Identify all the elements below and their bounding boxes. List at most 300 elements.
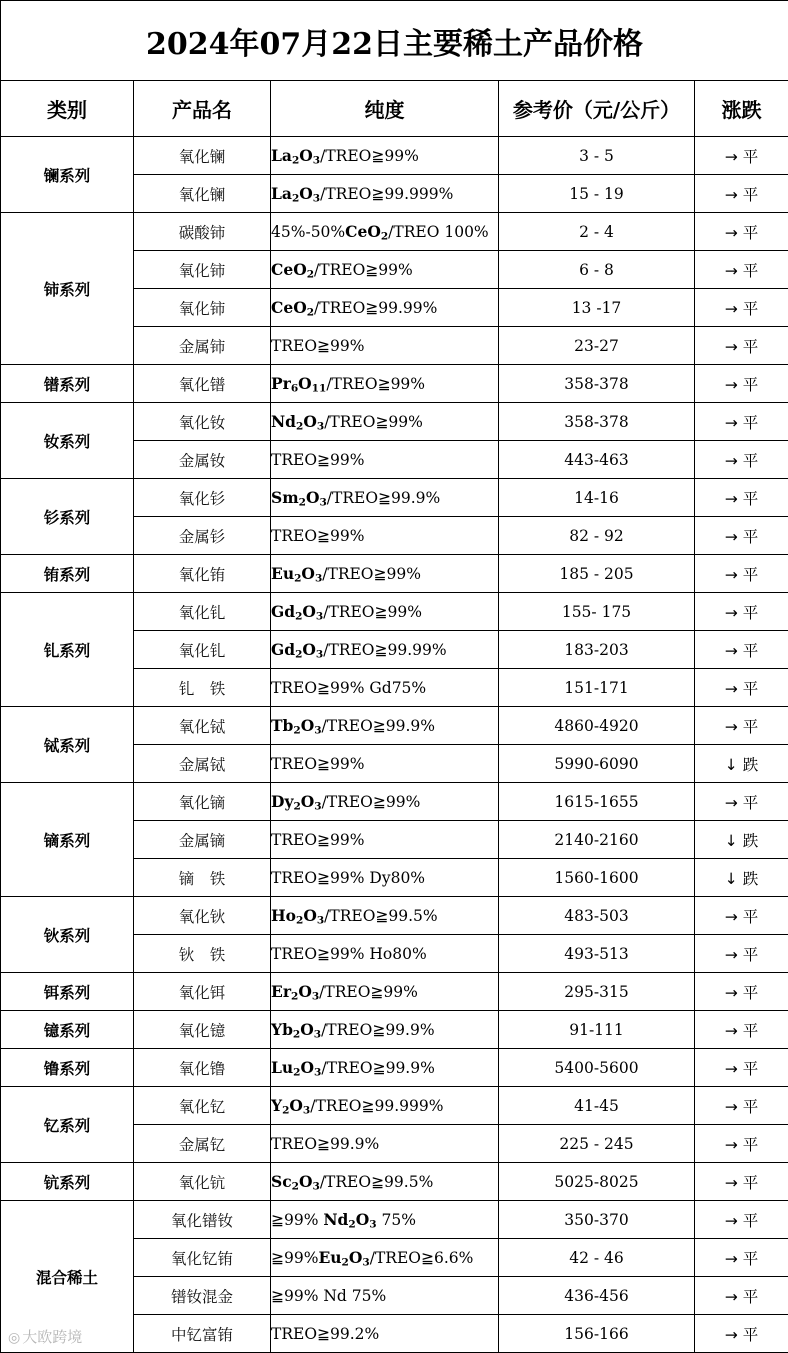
purity-text: TREO≧99%	[271, 336, 365, 355]
formula-element: Lu	[271, 1058, 294, 1077]
change-cell: → 平	[695, 213, 788, 251]
purity-cell	[271, 897, 499, 935]
table-row	[1, 897, 788, 935]
product-cell: 氧化镨钕	[134, 1201, 271, 1239]
purity-cell	[271, 517, 499, 555]
product-cell: 氧化钐	[134, 479, 271, 517]
table-title: 2024年07月22日主要稀土产品价格	[1, 1, 788, 81]
chemical-formula	[271, 488, 327, 507]
table-row	[1, 137, 788, 175]
formula-element: Sm	[271, 488, 299, 507]
purity-text: TREO≧99%	[271, 450, 365, 469]
purity-cell	[271, 1315, 499, 1353]
product-cell: 氧化钬	[134, 897, 271, 935]
formula-subscript: 3	[315, 648, 324, 661]
purity-cell	[271, 593, 499, 631]
formula-subscript: 3	[313, 1028, 322, 1041]
purity-text: TREO≧99% Gd75%	[271, 678, 427, 697]
formula-element: Eu	[271, 564, 295, 583]
purity-cell	[271, 1239, 499, 1277]
price-cell: 183-203	[499, 631, 695, 669]
purity-cell	[271, 403, 499, 441]
product-cell: 中钇富铕	[134, 1315, 271, 1353]
formula-subscript: 2	[291, 154, 300, 167]
formula-element: O	[300, 1058, 315, 1077]
table-row	[1, 1011, 788, 1049]
table-row	[1, 593, 788, 631]
formula-element: O	[301, 564, 315, 583]
category-cell: 铈系列	[1, 213, 134, 365]
price-cell: 185 - 205	[499, 555, 695, 593]
table-row	[1, 365, 788, 403]
formula-subscript: 11	[311, 382, 327, 395]
purity-cell	[271, 555, 499, 593]
product-cell: 氧化镱	[134, 1011, 271, 1049]
purity-cell	[271, 973, 499, 1011]
formula-element: Yb	[271, 1020, 293, 1039]
product-cell: 氧化钕	[134, 403, 271, 441]
formula-subscript: 3	[314, 724, 322, 737]
change-cell: → 平	[695, 517, 788, 555]
table-row	[1, 1049, 788, 1087]
price-cell: 358-378	[499, 403, 695, 441]
watermark-text: 大欧跨境	[22, 1328, 83, 1346]
purity-cell	[271, 1163, 499, 1201]
category-cell: 钆系列	[1, 593, 134, 707]
formula-element: Y	[271, 1096, 283, 1115]
formula-subscript: 3	[314, 1066, 322, 1079]
change-cell: → 平	[695, 1277, 788, 1315]
formula-element: Pr	[271, 374, 291, 393]
purity-cell	[271, 175, 499, 213]
formula-subscript: 3	[312, 154, 321, 167]
formula-element: Sc	[271, 1172, 292, 1191]
formula-element: O	[300, 792, 315, 811]
chemical-formula	[271, 1172, 320, 1191]
chemical-formula	[271, 564, 322, 583]
category-cell: 镥系列	[1, 1049, 134, 1087]
table-row	[1, 707, 788, 745]
formula-subscript: 2	[282, 1104, 290, 1117]
chemical-formula	[271, 792, 322, 811]
formula-element: La	[271, 146, 292, 165]
category-cell: 钬系列	[1, 897, 134, 973]
purity-prefix: ≧99%	[271, 1211, 324, 1229]
change-cell: → 平	[695, 479, 788, 517]
formula-element: O	[298, 1172, 313, 1191]
change-cell: → 平	[695, 593, 788, 631]
price-cell: 82 - 92	[499, 517, 695, 555]
purity-cell	[271, 707, 499, 745]
change-cell: → 平	[695, 137, 788, 175]
change-cell: → 平	[695, 1087, 788, 1125]
formula-subscript: 2	[291, 1180, 299, 1193]
change-cell: → 平	[695, 1049, 788, 1087]
change-cell: → 平	[695, 1011, 788, 1049]
product-cell: 氧化镝	[134, 783, 271, 821]
product-cell: 钆 铁	[134, 669, 271, 707]
chemical-formula	[271, 374, 326, 393]
product-cell: 氧化钆	[134, 593, 271, 631]
formula-element: Ho	[271, 906, 296, 925]
change-cell: → 平	[695, 707, 788, 745]
product-cell: 氧化镧	[134, 137, 271, 175]
formula-subscript: 3	[311, 990, 320, 1003]
formula-element: Nd	[271, 412, 297, 431]
purity-cell	[271, 1201, 499, 1239]
header-purity: 纯度	[271, 81, 499, 137]
category-cell: 铒系列	[1, 973, 134, 1011]
formula-subscript: 3	[302, 1104, 311, 1117]
formula-subscript: 2	[348, 1218, 356, 1231]
formula-subscript: 2	[341, 1256, 349, 1269]
formula-subscript: 2	[291, 192, 300, 205]
purity-text: /TREO≧6.6%	[369, 1249, 474, 1267]
purity-cell	[271, 479, 499, 517]
table-row	[1, 1163, 788, 1201]
table-row	[1, 783, 788, 821]
formula-element: O	[298, 982, 312, 1001]
price-cell: 225 - 245	[499, 1125, 695, 1163]
purity-text: /TREO≧99.9%	[321, 717, 436, 735]
change-cell: → 平	[695, 935, 788, 973]
price-cell: 23-27	[499, 327, 695, 365]
formula-element: O	[302, 640, 316, 659]
table-row	[1, 973, 788, 1011]
category-cell: 钪系列	[1, 1163, 134, 1201]
formula-element: Gd	[271, 602, 296, 621]
purity-text: /TREO≧99%	[322, 565, 421, 583]
product-cell: 氧化铒	[134, 973, 271, 1011]
header-change: 涨跌	[695, 81, 788, 137]
formula-subscript: 3	[362, 1256, 370, 1269]
change-cell: → 平	[695, 251, 788, 289]
purity-text: TREO≧99% Dy80%	[271, 868, 426, 887]
product-cell: 氧化铽	[134, 707, 271, 745]
product-cell: 氧化钆	[134, 631, 271, 669]
formula-element: Tb	[271, 716, 294, 735]
purity-text: TREO≧99% Ho80%	[271, 944, 427, 963]
purity-cell	[271, 327, 499, 365]
purity-cell	[271, 1049, 499, 1087]
category-cell: 铕系列	[1, 555, 134, 593]
formula-element: O	[355, 1210, 370, 1229]
purity-text: /TREO≧99.5%	[324, 907, 438, 925]
change-cell: → 平	[695, 1315, 788, 1353]
purity-text: /TREO≧99.9%	[321, 1059, 435, 1077]
table-body	[1, 137, 788, 1353]
purity-text: /TREO≧99.5%	[319, 1173, 434, 1191]
product-cell: 钬 铁	[134, 935, 271, 973]
purity-cell	[271, 669, 499, 707]
price-cell: 483-503	[499, 897, 695, 935]
formula-subscript: 3	[316, 914, 325, 927]
change-cell: → 平	[695, 631, 788, 669]
change-cell: → 平	[695, 1163, 788, 1201]
purity-prefix: 45%-50%	[271, 223, 346, 241]
purity-cell	[271, 631, 499, 669]
change-cell: → 平	[695, 403, 788, 441]
purity-cell	[271, 441, 499, 479]
table-row	[1, 403, 788, 441]
purity-text: /TREO≧99%	[314, 261, 413, 279]
price-cell: 2 - 4	[499, 213, 695, 251]
camera-logo-icon: ◎	[8, 1330, 21, 1346]
formula-element: Dy	[271, 792, 294, 811]
formula-subscript: 2	[295, 914, 304, 927]
purity-text: /TREO≧99.99%	[314, 299, 438, 317]
price-cell: 6 - 8	[499, 251, 695, 289]
formula-element: Nd	[323, 1210, 349, 1229]
chemical-formula	[271, 412, 324, 431]
product-cell: 氧化铈	[134, 251, 271, 289]
purity-prefix: ≧99%	[271, 1249, 319, 1267]
purity-text: /TREO≧99%	[326, 375, 426, 393]
chemical-formula	[271, 260, 314, 279]
purity-text: TREO≧99.9%	[271, 1134, 380, 1153]
formula-element: CeO	[271, 298, 307, 317]
product-cell: 氧化钇	[134, 1087, 271, 1125]
chemical-formula	[271, 640, 323, 659]
formula-element: La	[271, 184, 292, 203]
header-price: 参考价（元/公斤）	[499, 81, 695, 137]
formula-subscript: 3	[314, 572, 323, 585]
purity-text: TREO≧99.2%	[271, 1324, 380, 1343]
chemical-formula	[318, 1248, 369, 1267]
change-cell: → 平	[695, 669, 788, 707]
formula-subscript: 3	[314, 800, 322, 813]
chemical-formula	[271, 146, 320, 165]
category-cell: 钐系列	[1, 479, 134, 555]
table-row	[1, 555, 788, 593]
purity-cell	[271, 821, 499, 859]
purity-text: /TREO≧99%	[320, 147, 419, 165]
purity-cell	[271, 745, 499, 783]
chemical-formula	[271, 906, 324, 925]
formula-element: O	[300, 716, 315, 735]
product-cell: 碳酸铈	[134, 213, 271, 251]
header-category: 类别	[1, 81, 134, 137]
price-cell: 295-315	[499, 973, 695, 1011]
purity-cell	[271, 859, 499, 897]
product-cell: 金属铈	[134, 327, 271, 365]
formula-subscript: 2	[293, 800, 301, 813]
formula-subscript: 2	[380, 230, 389, 243]
price-cell: 155- 175	[499, 593, 695, 631]
change-cell: → 平	[695, 441, 788, 479]
purity-cell	[271, 137, 499, 175]
header-product: 产品名	[134, 81, 271, 137]
product-cell: 镨钕混金	[134, 1277, 271, 1315]
change-cell: ↓ 跌	[695, 821, 788, 859]
formula-element: O	[305, 488, 320, 507]
purity-text: TREO≧99%	[271, 830, 365, 849]
change-cell: → 平	[695, 175, 788, 213]
formula-element: O	[289, 1096, 303, 1115]
price-cell: 4860-4920	[499, 707, 695, 745]
change-cell: → 平	[695, 1125, 788, 1163]
purity-cell	[271, 1087, 499, 1125]
category-cell: 镱系列	[1, 1011, 134, 1049]
formula-subscript: 2	[290, 990, 299, 1003]
purity-cell	[271, 1125, 499, 1163]
product-cell: 氧化镥	[134, 1049, 271, 1087]
change-cell: → 平	[695, 973, 788, 1011]
purity-cell	[271, 1277, 499, 1315]
formula-element: O	[300, 1020, 314, 1039]
category-cell: 混合稀土	[1, 1201, 134, 1353]
price-cell: 13 -17	[499, 289, 695, 327]
price-cell: 358-378	[499, 365, 695, 403]
chemical-formula	[271, 982, 319, 1001]
price-cell: 436-456	[499, 1277, 695, 1315]
change-cell: → 平	[695, 897, 788, 935]
formula-element: Gd	[271, 640, 296, 659]
formula-element: Eu	[318, 1248, 342, 1267]
change-cell: ↓ 跌	[695, 745, 788, 783]
price-cell: 443-463	[499, 441, 695, 479]
formula-subscript: 3	[315, 610, 324, 623]
product-cell: 氧化铕	[134, 555, 271, 593]
formula-element: O	[303, 906, 317, 925]
purity-text: TREO≧99%	[271, 754, 365, 773]
purity-text: /TREO≧99.9%	[326, 489, 441, 507]
price-cell: 156-166	[499, 1315, 695, 1353]
change-cell: → 平	[695, 783, 788, 821]
price-cell: 3 - 5	[499, 137, 695, 175]
purity-text: /TREO≧99%	[319, 983, 418, 1001]
product-cell: 金属镝	[134, 821, 271, 859]
price-cell: 5025-8025	[499, 1163, 695, 1201]
purity-cell	[271, 935, 499, 973]
product-cell: 金属钕	[134, 441, 271, 479]
purity-text: /TREO 100%	[388, 223, 489, 241]
table-row	[1, 1087, 788, 1125]
formula-element: O	[348, 1248, 363, 1267]
price-cell: 15 - 19	[499, 175, 695, 213]
change-cell: → 平	[695, 1239, 788, 1277]
formula-subscript: 3	[369, 1218, 377, 1231]
price-cell: 42 - 46	[499, 1239, 695, 1277]
price-cell: 41-45	[499, 1087, 695, 1125]
category-cell: 镧系列	[1, 137, 134, 213]
purity-text: ≧99% Nd 75%	[271, 1286, 387, 1305]
formula-element: O	[298, 374, 312, 393]
purity-cell	[271, 783, 499, 821]
category-cell: 钇系列	[1, 1087, 134, 1163]
category-cell: 镝系列	[1, 783, 134, 897]
change-cell: → 平	[695, 289, 788, 327]
change-cell: → 平	[695, 327, 788, 365]
purity-text: /TREO≧99.999%	[320, 185, 454, 203]
purity-text: /TREO≧99.99%	[323, 641, 447, 659]
formula-subscript: 3	[319, 496, 327, 509]
formula-element: O	[303, 412, 317, 431]
formula-subscript: 2	[295, 610, 303, 623]
formula-subscript: 2	[293, 1066, 301, 1079]
price-cell: 1560-1600	[499, 859, 695, 897]
product-cell: 金属铽	[134, 745, 271, 783]
purity-text: /TREO≧99.9%	[321, 1021, 435, 1039]
price-cell: 5400-5600	[499, 1049, 695, 1087]
formula-subscript: 3	[316, 420, 325, 433]
price-cell: 1615-1655	[499, 783, 695, 821]
change-cell: → 平	[695, 555, 788, 593]
category-cell: 铽系列	[1, 707, 134, 783]
formula-subscript: 3	[312, 1180, 320, 1193]
price-cell: 91-111	[499, 1011, 695, 1049]
category-cell: 镨系列	[1, 365, 134, 403]
chemical-formula	[271, 184, 320, 203]
product-cell: 氧化镨	[134, 365, 271, 403]
purity-text: /TREO≧99%	[323, 603, 422, 621]
purity-text: /TREO≧99%	[321, 793, 421, 811]
change-cell: → 平	[695, 365, 788, 403]
price-cell: 14-16	[499, 479, 695, 517]
formula-subscript: 2	[293, 724, 301, 737]
purity-cell	[271, 289, 499, 327]
product-cell: 金属钐	[134, 517, 271, 555]
price-cell: 151-171	[499, 669, 695, 707]
chemical-formula	[323, 1210, 376, 1229]
product-cell: 氧化钪	[134, 1163, 271, 1201]
purity-cell	[271, 365, 499, 403]
chemical-formula	[271, 1058, 321, 1077]
change-cell: → 平	[695, 1201, 788, 1239]
purity-cell	[271, 251, 499, 289]
purity-text: 75%	[376, 1211, 416, 1229]
price-cell: 5990-6090	[499, 745, 695, 783]
chemical-formula	[271, 1096, 310, 1115]
product-cell: 金属钇	[134, 1125, 271, 1163]
price-cell: 2140-2160	[499, 821, 695, 859]
formula-element: CeO	[271, 260, 307, 279]
formula-subscript: 3	[312, 192, 321, 205]
formula-subscript: 6	[290, 382, 299, 395]
formula-subscript: 2	[296, 420, 304, 433]
formula-element: Er	[271, 982, 291, 1001]
table-row	[1, 213, 788, 251]
formula-subscript: 2	[294, 572, 302, 585]
table-row	[1, 479, 788, 517]
chemical-formula	[271, 716, 322, 735]
formula-element: O	[299, 184, 313, 203]
purity-text: TREO≧99%	[271, 526, 365, 545]
formula-element: O	[299, 146, 313, 165]
price-cell: 493-513	[499, 935, 695, 973]
table-row	[1, 1201, 788, 1239]
purity-cell	[271, 213, 499, 251]
purity-cell	[271, 1011, 499, 1049]
product-cell: 氧化镧	[134, 175, 271, 213]
purity-text: /TREO≧99%	[324, 413, 423, 431]
chemical-formula	[271, 298, 314, 317]
product-cell: 镝 铁	[134, 859, 271, 897]
chemical-formula	[345, 222, 388, 241]
formula-subscript: 2	[292, 1028, 301, 1041]
product-cell: 氧化铈	[134, 289, 271, 327]
category-cell: 钕系列	[1, 403, 134, 479]
price-cell: 350-370	[499, 1201, 695, 1239]
change-cell: ↓ 跌	[695, 859, 788, 897]
formula-subscript: 2	[306, 268, 315, 281]
purity-text: /TREO≧99.999%	[310, 1097, 444, 1115]
formula-subscript: 2	[306, 306, 315, 319]
chemical-formula	[271, 602, 323, 621]
product-cell: 氧化钇铕	[134, 1239, 271, 1277]
formula-subscript: 2	[298, 496, 306, 509]
formula-element: O	[302, 602, 316, 621]
